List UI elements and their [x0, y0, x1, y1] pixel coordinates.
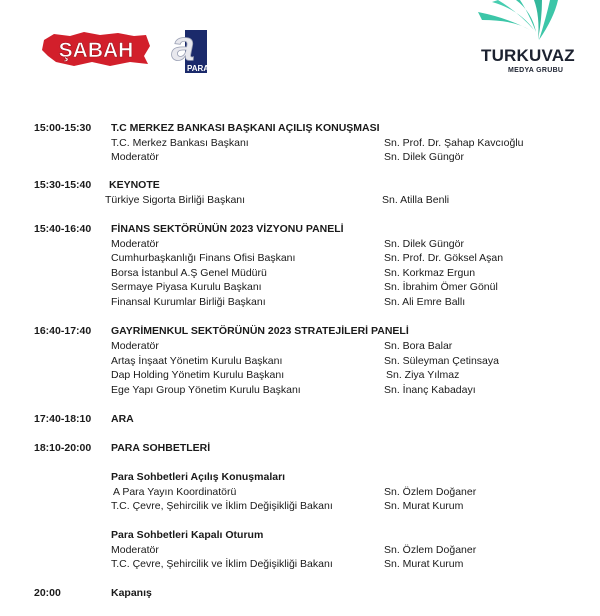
speaker-name: Sn. Prof. Dr. Göksel Aşan: [384, 252, 504, 264]
speaker-line: [0, 485, 600, 500]
speaker-line: [0, 354, 600, 369]
speaker-line: [0, 339, 600, 354]
apara-logo: [163, 24, 209, 74]
speaker-role: Türkiye Sigorta Birliği Başkanı: [105, 194, 246, 206]
speaker-name: Sn. Atilla Benli: [382, 194, 450, 206]
speaker-name: Sn. İnanç Kabadayı: [384, 384, 476, 396]
speaker-name: Sn. Bora Balar: [384, 340, 453, 352]
speaker-role: Ege Yapı Group Yönetim Kurulu Başkanı: [111, 384, 301, 396]
program-item-finance-panel: [0, 222, 600, 237]
time-slot: 17:40-18:10: [34, 413, 92, 425]
speaker-line: [0, 280, 600, 295]
program-item-break: [0, 412, 600, 427]
speaker-line: [0, 237, 600, 252]
speaker-role: Dap Holding Yönetim Kurulu Başkanı: [111, 369, 285, 381]
speaker-line: [0, 368, 600, 383]
time-slot: 16:40-17:40: [34, 325, 92, 337]
speaker-role: A Para Yayın Koordinatörü: [113, 486, 237, 498]
subsection-title: Para Sohbetleri Kapalı Oturum: [111, 529, 264, 541]
program-item-para-sohbetleri: [0, 441, 600, 456]
time-slot: 15:40-16:40: [34, 223, 92, 235]
speaker-role: Cumhurbaşkanlığı Finans Ofisi Başkanı: [111, 252, 296, 264]
speaker-line: [0, 499, 600, 514]
speaker-name: Sn. Özlem Doğaner: [384, 486, 477, 498]
speaker-role: Moderatör: [111, 544, 159, 556]
speaker-role: T.C. Çevre, Şehircilik ve İklim Değişikliği Bakanı: [111, 500, 333, 512]
speaker-role: Moderatör: [111, 151, 159, 163]
speaker-line: [0, 557, 600, 572]
session-title: T.C MERKEZ BANKASI BAŞKANI AÇILIŞ KONUŞMASI: [111, 122, 380, 134]
speaker-line: [0, 150, 600, 165]
speaker-line: [0, 266, 600, 281]
subsection-title: Para Sohbetleri Açılış Konuşmaları: [111, 471, 286, 483]
turkuvaz-name: TURKUVAZ: [481, 46, 575, 65]
svg-text:a: a: [171, 24, 195, 69]
speaker-name: Sn. Murat Kurum: [384, 500, 464, 512]
program-item-keynote: [0, 178, 600, 193]
time-slot: 18:10-20:00: [34, 442, 92, 454]
speaker-name: Sn. Prof. Dr. Şahap Kavcıoğlu: [384, 137, 524, 149]
speaker-name: Sn. Ali Emre Ballı: [384, 296, 466, 308]
speaker-line: [0, 193, 600, 208]
speaker-role: Sermaye Piyasa Kurulu Başkanı: [111, 281, 262, 293]
speaker-role: T.C. Merkez Bankası Başkanı: [111, 137, 249, 149]
session-title: Kapanış: [111, 587, 152, 599]
speaker-name: Sn. Süleyman Çetinsaya: [384, 355, 499, 367]
speaker-name: Sn. Özlem Doğaner: [384, 544, 477, 556]
speaker-name: Sn. Dilek Güngör: [384, 151, 464, 163]
speaker-line: [0, 383, 600, 398]
sabah-logo: [40, 26, 152, 70]
time-slot: 20:00: [34, 587, 61, 599]
speaker-name: Sn. Dilek Güngör: [384, 238, 464, 250]
session-title: FİNANS SEKTÖRÜNÜN 2023 VİZYONU PANELİ: [111, 223, 344, 235]
speaker-name: Sn. Ziya Yılmaz: [386, 369, 460, 381]
speaker-role: Moderatör: [111, 238, 159, 250]
speaker-role: Artaş İnşaat Yönetim Kurulu Başkanı: [111, 355, 283, 367]
subsection-heading: [0, 528, 600, 543]
svg-text:PARA: PARA: [187, 64, 209, 73]
program-item-real-estate-panel: [0, 324, 600, 339]
speaker-role: Finansal Kurumlar Birliği Başkanı: [111, 296, 266, 308]
session-title: KEYNOTE: [109, 179, 160, 191]
subsection-heading: [0, 470, 600, 485]
speaker-role: Moderatör: [111, 340, 159, 352]
svg-text:ŞABAH: ŞABAH: [58, 39, 134, 62]
session-title: PARA SOHBETLERİ: [111, 442, 211, 454]
speaker-line: [0, 543, 600, 558]
speaker-role: T.C. Çevre, Şehircilik ve İklim Değişikliği Bakanı: [111, 558, 333, 570]
speaker-line: [0, 295, 600, 310]
speaker-line: [0, 251, 600, 266]
speaker-line: [0, 136, 600, 151]
speaker-name: Sn. İbrahim Ömer Gönül: [384, 281, 498, 293]
time-slot: 15:30-15:40: [34, 179, 92, 191]
time-slot: 15:00-15:30: [34, 122, 92, 134]
turkuvaz-subtitle: MEDYA GRUBU: [508, 67, 564, 74]
program-item-opening: [0, 121, 600, 136]
speaker-role: Borsa İstanbul A.Ş Genel Müdürü: [111, 267, 267, 279]
speaker-name: Sn. Murat Kurum: [384, 558, 464, 570]
session-title: GAYRİMENKUL SEKTÖRÜNÜN 2023 STRATEJİLERİ PANELİ: [111, 325, 409, 337]
program-item-closing: [0, 586, 600, 601]
session-title: ARA: [111, 413, 134, 425]
speaker-name: Sn. Korkmaz Ergun: [384, 267, 476, 279]
